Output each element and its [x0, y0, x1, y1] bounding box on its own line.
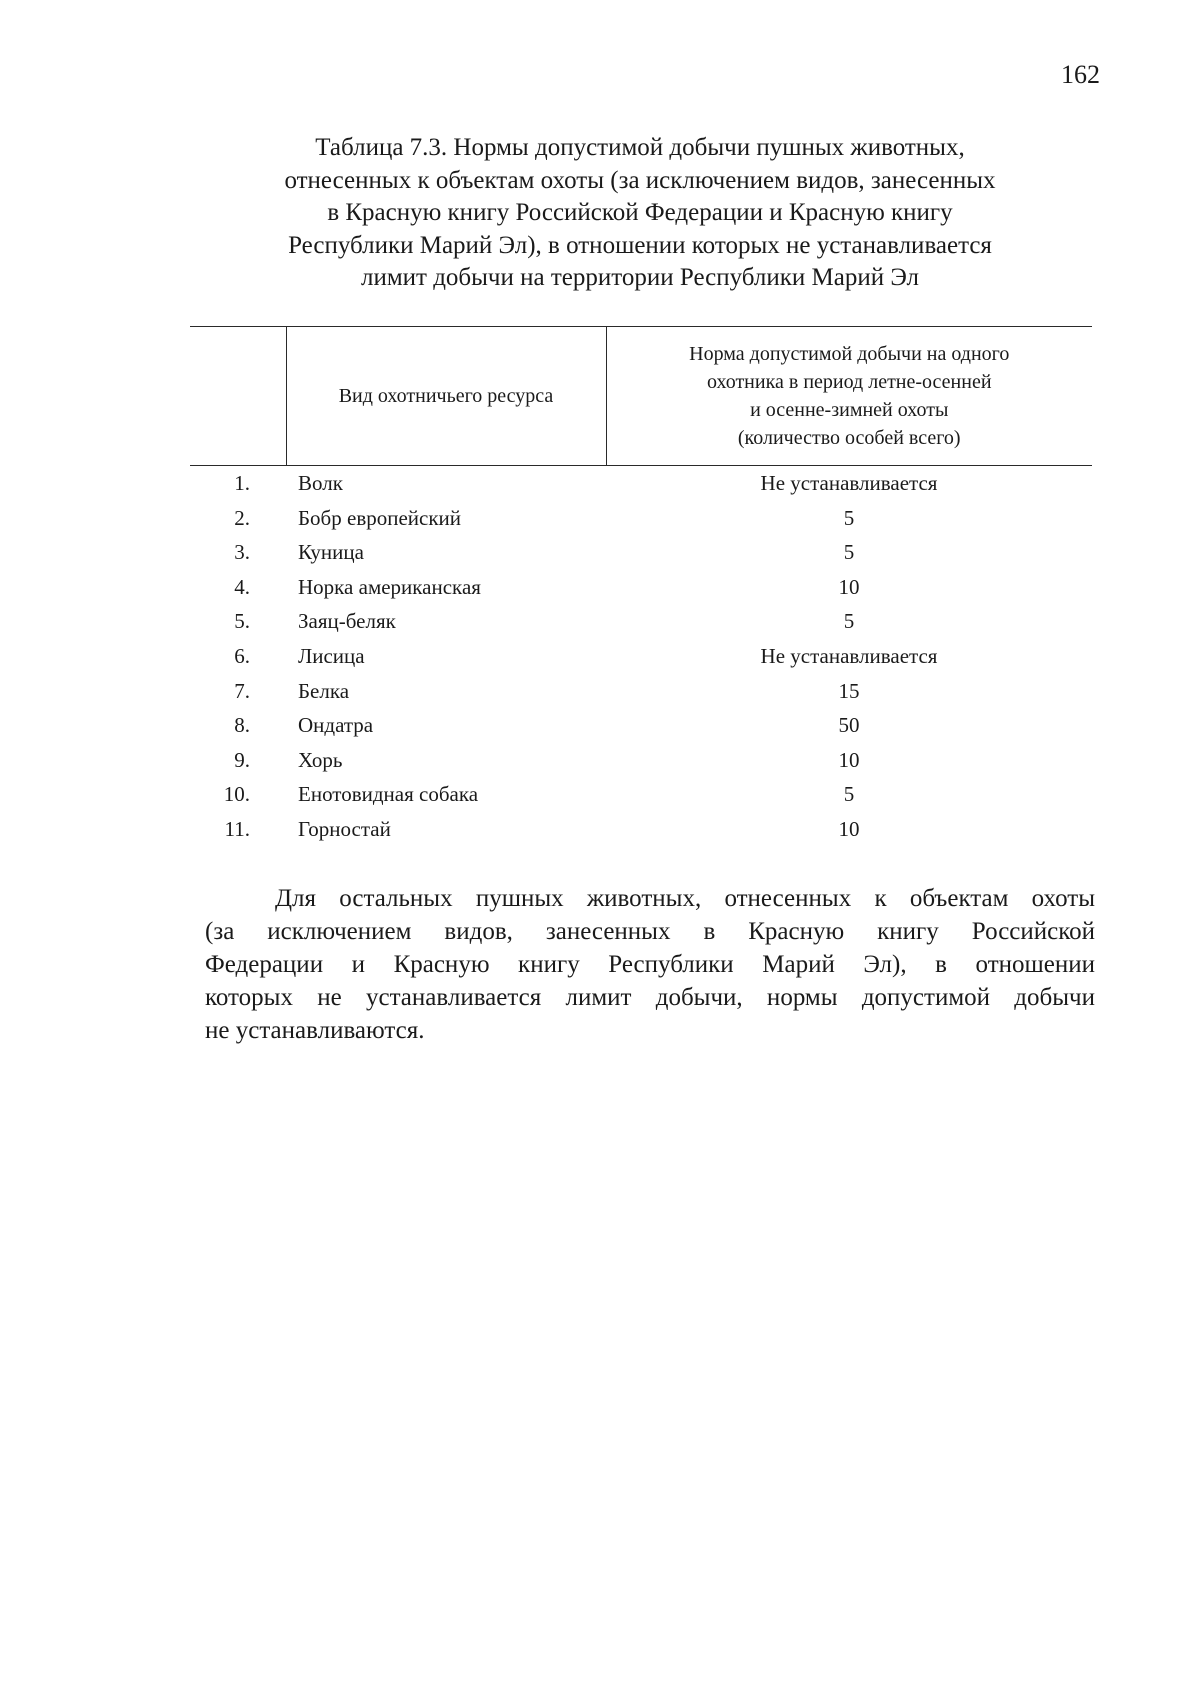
table-row: [190, 674, 1092, 709]
row-number: 9.: [234, 747, 250, 772]
norm-value: 10: [838, 574, 860, 599]
table-row: [190, 708, 1092, 743]
species-name: Норка американская: [298, 574, 481, 599]
table-row: [190, 535, 1092, 570]
paragraph-line: (за исключением видов, занесенных в Красную книгу Российской: [205, 918, 1095, 945]
table-row: [190, 639, 1092, 674]
row-number: 6.: [234, 643, 250, 668]
row-number: 11.: [224, 816, 250, 841]
closing-paragraph: [205, 882, 1095, 1047]
header-species-label: Вид охотничьего ресурса: [338, 385, 554, 407]
species-name: Лисица: [298, 643, 365, 668]
header-norm-line: Норма допустимой добычи на одного: [689, 343, 1010, 365]
norm-value: 10: [838, 816, 860, 841]
page-number: 162: [1061, 60, 1100, 89]
norm-value: Не устанавливается: [760, 471, 938, 495]
table-row: [190, 501, 1092, 536]
header-number-cell: [190, 327, 286, 466]
norm-value: 5: [843, 540, 855, 565]
row-number: 4.: [234, 574, 250, 599]
table-header: [190, 327, 1092, 466]
norm-value: 50: [838, 713, 860, 738]
species-name: Горностай: [298, 816, 391, 841]
norm-value: 10: [838, 747, 860, 772]
species-name: Волк: [298, 471, 343, 495]
header-norm-line: (количество особей всего): [737, 427, 961, 449]
row-number: 5.: [234, 609, 250, 634]
species-name: Бобр европейский: [298, 505, 462, 530]
paragraph-line: Для остальных пушных животных, отнесенных к объектам охоты: [275, 885, 1095, 912]
species-name: Белка: [298, 678, 350, 703]
species-name: Хорь: [298, 747, 343, 772]
caption-line: в Красную книгу Российской Федерации и Красную книгу: [327, 199, 953, 226]
paragraph-line: не устанавливаются.: [205, 1017, 425, 1044]
table-body: [190, 466, 1092, 847]
caption-line: отнесенных к объектам охоты (за исключением видов, занесенных: [284, 166, 996, 194]
table-row: [190, 812, 1092, 847]
norm-value: 5: [843, 782, 855, 807]
table-caption: [190, 132, 1090, 295]
header-norm-cell: [606, 327, 1092, 466]
table-row: [190, 604, 1092, 639]
species-name: Ондатра: [298, 713, 374, 738]
norm-value: 5: [843, 609, 855, 634]
paragraph-line: Федерации и Красную книгу Республики Марий Эл), в отношении: [205, 951, 1095, 978]
row-number: 2.: [234, 505, 250, 530]
hunting-norms-table-wrapper: [190, 326, 1092, 847]
norm-value: 5: [843, 505, 855, 530]
species-name: Заяц-беляк: [298, 609, 396, 634]
row-number: 10.: [223, 782, 250, 807]
species-name: Куница: [298, 540, 364, 565]
norm-value: 15: [838, 678, 860, 703]
paragraph-line: которых не устанавливается лимит добычи, нормы допустимой добычи: [205, 984, 1095, 1011]
species-name: Енотовидная собака: [298, 782, 479, 807]
header-norm-line: охотника в период летне-осенней: [706, 371, 992, 393]
header-species-cell: [286, 327, 606, 466]
caption-line: Таблица 7.3. Нормы допустимой добычи пушных животных,: [315, 134, 965, 161]
row-number: 1.: [234, 471, 250, 495]
table-row: [190, 777, 1092, 812]
table-row: [190, 466, 1092, 501]
table-row: [190, 570, 1092, 605]
hunting-norms-table: [190, 326, 1092, 847]
table-row: [190, 743, 1092, 778]
row-number: 7.: [234, 678, 250, 703]
norm-value: Не устанавливается: [760, 643, 938, 668]
header-norm-line: и осенне-зимней охоты: [750, 399, 949, 421]
caption-line: лимит добычи на территории Республики Марий Эл: [360, 264, 920, 291]
row-number: 3.: [234, 540, 250, 565]
header-row: [190, 327, 1092, 466]
caption-line: Республики Марий Эл), в отношении которых не устанавливается: [288, 231, 992, 259]
row-number: 8.: [234, 713, 250, 738]
